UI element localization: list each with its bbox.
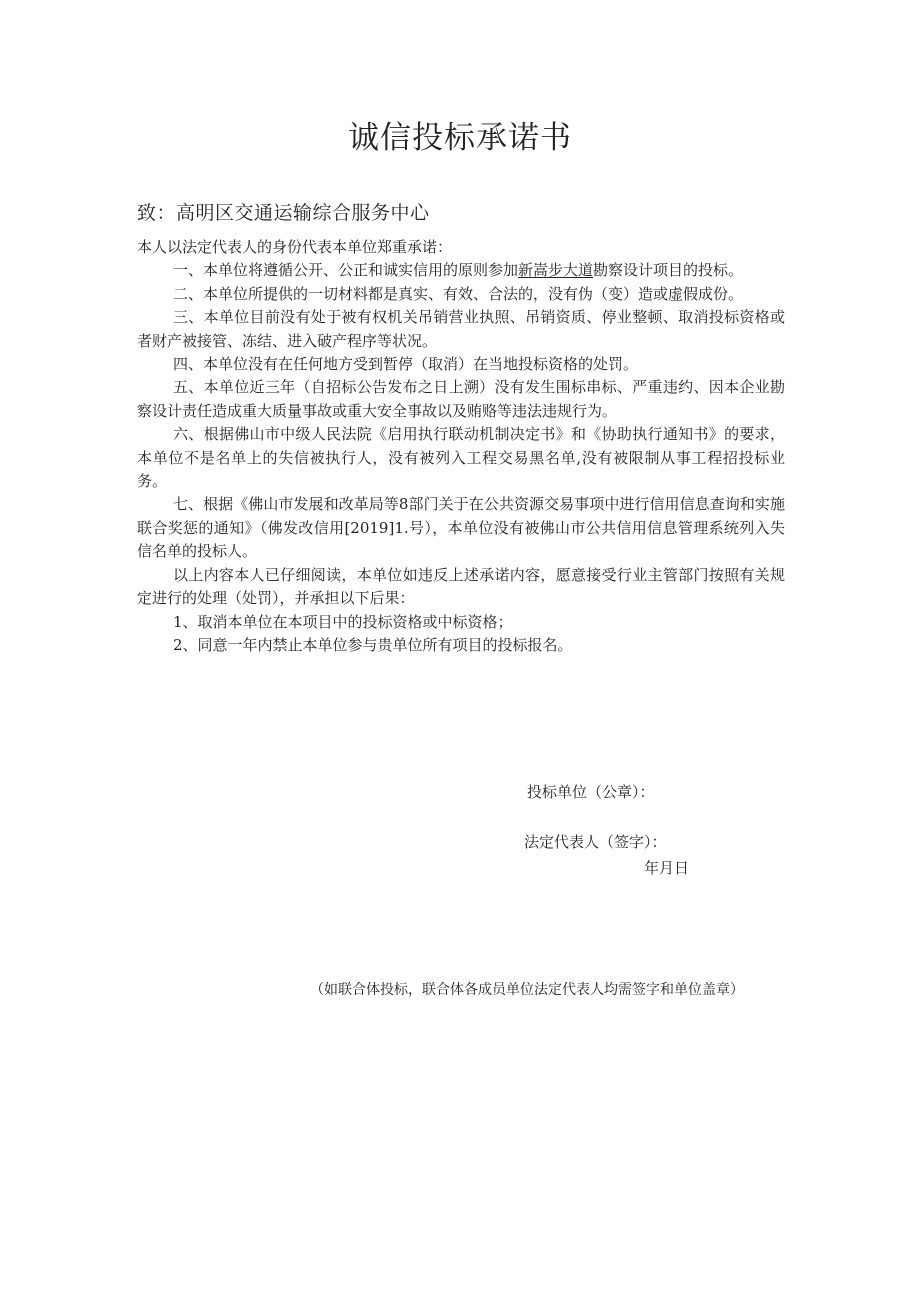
bidder-seal-line: 投标单位（公章）： (527, 783, 655, 801)
commitment-item-6: 六、根据佛山市中级人民法院《启用执行联动机制决定书》和《协助执行通知书》的要求，本单位不是名单上的失信被执行人，没有被列入工程交易黑名单,没有被限制从事工程招投标业务。 (137, 425, 785, 491)
recipient-line: 致：高明区交通运输综合服务中心 (137, 202, 430, 224)
consequence-intro: 以上内容本人已仔细阅读，本单位如违反上述承诺内容，愿意接受行业主管部门按照有关规定进行的处理（处罚），并承担以下后果： (137, 565, 785, 608)
commitment-item-1 (137, 259, 785, 282)
commitment-item-7: 七、根据《佛山市发展和改革局等8部门关于在公共资源交易事项中进行信用信息查询和实施联合奖惩的通知》（佛发改信用[2019]1.号），本单位没有被佛山市公共信用信息管理系统列入失信名单的投标人。 (137, 495, 785, 561)
commitment-item-4: 四、本单位没有在任何地方受到暂停（取消）在当地投标资格的处罚。 (173, 355, 639, 374)
project-name: 新嵩步大道 (518, 261, 594, 280)
item1-text-after: 勘察设计项目的投标。 (593, 261, 744, 280)
consequence-item-2: 2、同意一年内禁止本单位参与贵单位所有项目的投标报名。 (173, 635, 573, 654)
commitment-item-3: 三、本单位目前没有处于被有权机关吊销营业执照、吊销资质、停业整顿、取消投标资格或者财产被接管、冻结、进入破产程序等状况。 (137, 308, 785, 350)
document-body (137, 236, 785, 657)
commitment-item-5: 五、本单位近三年（自招标公告发布之日上溯）没有发生围标串标、严重违约、因本企业勘察设计责任造成重大质量事故或重大安全事故以及贿赂等违法违规行为。 (137, 378, 785, 420)
consortium-note: （如联合体投标，联合体各成员单位法定代表人均需签字和单位盖章） (310, 982, 744, 998)
legal-representative-signature-line: 法定代表人（签字）： (524, 833, 667, 851)
consequence-item-1: 1、取消本单位在本项目中的投标资格或中标资格； (173, 612, 513, 631)
document-title: 诚信投标承诺书 (348, 120, 572, 156)
intro-paragraph: 本人以法定代表人的身份代表本单位郑重承诺： (137, 238, 453, 256)
item1-text-before: 一、本单位将遵循公开、公正和诚实信用的原则参加 (173, 261, 519, 280)
date-line: 年月日 (644, 859, 690, 877)
commitment-item-2: 二、本单位所提供的一切材料都是真实、有效、合法的，没有伪（变）造或虚假成份。 (173, 284, 744, 303)
